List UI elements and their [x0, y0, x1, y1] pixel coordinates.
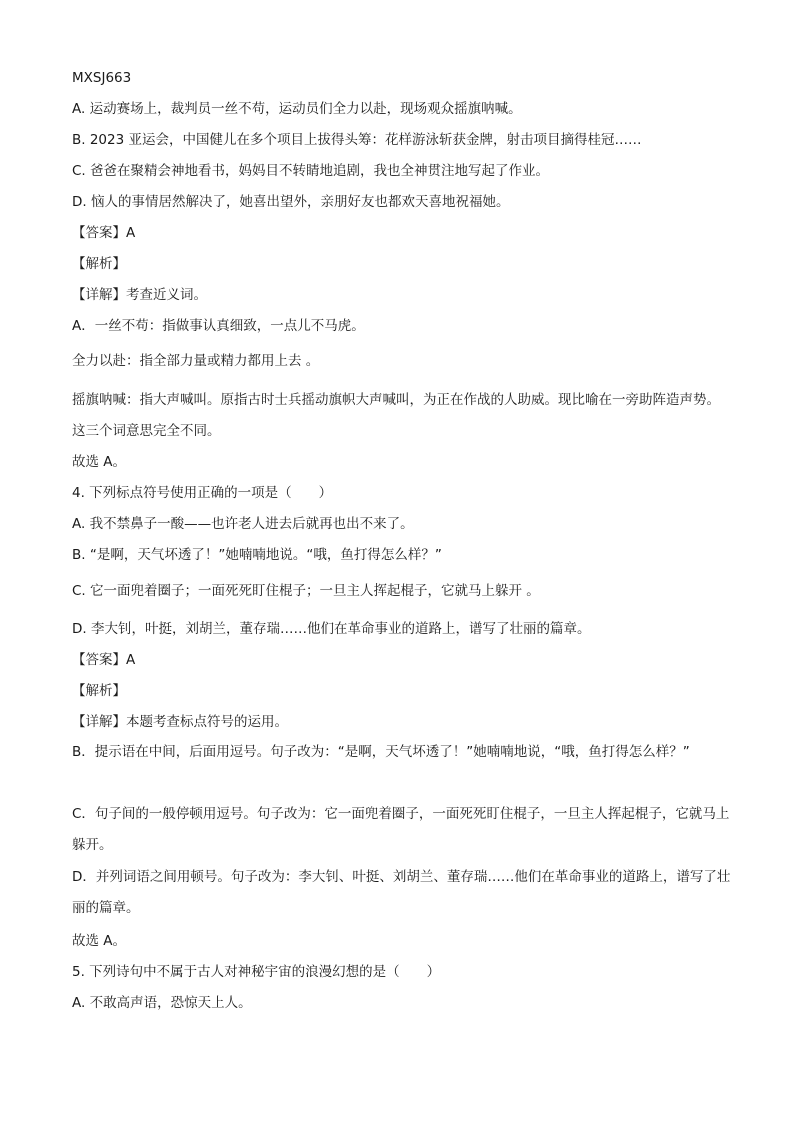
q4-stem: 4. 下列标点符号使用正确的一项是（ ）: [72, 485, 333, 501]
q3-option-c: C. 爸爸在聚精会神地看书，妈妈目不转睛地追剧，我也全神贯注地写起了作业。: [72, 163, 550, 179]
q4-line-3: D．并列词语之间用顿号。句子改为：李大钊、叶挺、刘胡兰、董存瑞……他们在革命事业的道路上，谱写了壮丽的篇章。: [72, 869, 731, 916]
q3-option-d: D. 恼人的事情居然解决了，她喜出望外，亲朋好友也都欢天喜地祝福她。: [72, 194, 510, 210]
q4-detail: 【详解】本题考查标点符号的运用。: [72, 714, 288, 730]
q3-line-4: 故选 A。: [72, 454, 127, 470]
q4-option-c: C. 它一面兜着圈子；一面死死盯住棍子；一旦主人挥起棍子，它就马上躲开 。: [72, 583, 540, 599]
q3-line-1: A．一丝不苟：指做事认真细致，一点儿不马虎。: [72, 318, 365, 334]
q3-option-b: B. 2023 亚运会，中国健儿在多个项目上拔得头筹：花样游泳斩获金牌，射击项目摘得桂冠……: [72, 132, 642, 148]
q3-answer: 【答案】A: [72, 225, 136, 241]
doc-code: MXSJ663: [72, 70, 132, 86]
q3-option-a: A. 运动赛场上，裁判员一丝不苟，运动员们全力以赴，现场观众摇旗呐喊。: [72, 101, 522, 117]
q4-option-d: D. 李大钊，叶挺，刘胡兰，董存瑞……他们在革命事业的道路上，谱写了壮丽的篇章。: [72, 621, 591, 637]
q3-analysis-label: 【解析】: [72, 256, 126, 272]
q4-line-4: 故选 A。: [72, 933, 127, 949]
q5-option-a: A. 不敢高声语，恐惊天上人。: [72, 995, 252, 1011]
q3-detail: 【详解】考查近义词。: [72, 287, 207, 303]
q4-line-1: B．提示语在中间，后面用逗号。句子改为：“是啊，天气坏透了！”她喃喃地说，“哦，鱼打得怎么样？”: [72, 744, 690, 760]
q4-answer: 【答案】A: [72, 652, 136, 668]
q3-line-2: 全力以赴：指全部力量或精力都用上去 。: [72, 353, 320, 369]
q5-stem: 5. 下列诗句中不属于古人对神秘宇宙的浪漫幻想的是（ ）: [72, 964, 441, 980]
q4-option-b: B. “是啊，天气坏透了！”她喃喃地说。“哦，鱼打得怎么样？”: [72, 547, 442, 563]
q4-line-2: C．句子间的一般停顿用逗号。句子改为：它一面兜着圈子，一面死死盯住棍子，一旦主人挥起棍子，它就马上躲开。: [72, 806, 730, 853]
q4-option-a: A. 我不禁鼻子一酸——也许老人进去后就再也出不来了。: [72, 516, 414, 532]
q3-line-3: 摇旗呐喊：指大声喊叫。原指古时士兵摇动旗帜大声喊叫，为正在作战的人助威。现比喻在一旁助阵造声势。这三个词意思完全不同。: [72, 392, 720, 439]
q4-analysis-label: 【解析】: [72, 683, 126, 699]
